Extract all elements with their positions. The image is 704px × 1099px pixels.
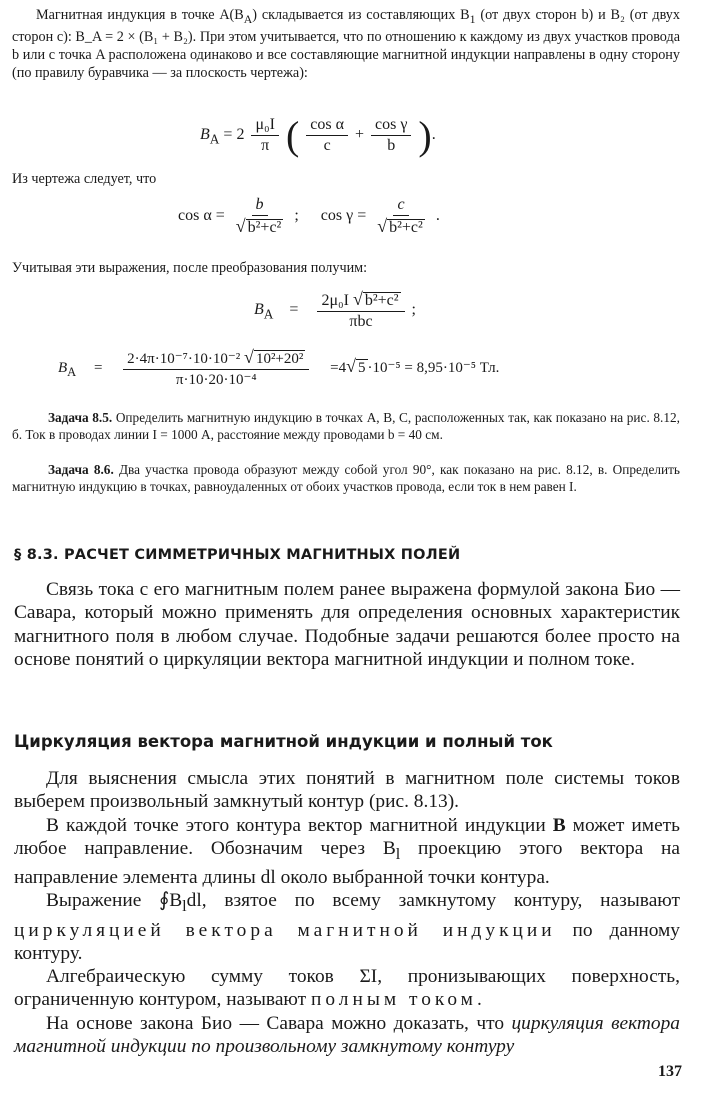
paragraph-5: На основе закона Био — Савара можно доказать, что циркуляция вектора магнитной индукции по произвольному замкнутому контуру bbox=[14, 1012, 680, 1058]
eq1-lhs: B bbox=[200, 126, 210, 144]
eq1-end: . bbox=[431, 126, 436, 144]
eq3-lhs: B bbox=[254, 301, 264, 319]
intro-sub-a: A bbox=[243, 11, 253, 26]
intro-paragraph bbox=[12, 6, 680, 82]
page-number: 137 bbox=[658, 1063, 682, 1080]
paragraph-4: Алгебраическую сумму токов ΣI, пронизывающих поверхность, ограниченную контуром, называют полным током. bbox=[14, 966, 680, 1011]
paragraph-2: В каждой точке этого контура вектор магнитной индукции В может иметь любое направление. Обозначим через $B_l$ проекцию этого вектора на направление элемента длины dl около выбранной точки контура. bbox=[14, 814, 680, 889]
eq1-plus: + bbox=[354, 126, 365, 144]
given-text: Учитывая эти выражения, после преобразования получим: bbox=[12, 260, 368, 276]
section-heading: § 8.3. РАСЧЕТ СИММЕТРИЧНЫХ МАГНИТНЫХ ПОЛЕЙ bbox=[14, 547, 461, 563]
intro-text-rest: (от двух сторон b) и B₂ (от двух сторон c): B_A = 2 × (B₁ + B₂). При этом учитывается, что по отношению к каждому из двух участков провода b или c точка A расположена одинаково и все составляющие магнитной индукции направлены в одну сторону (по правилу буравчика — за плоскость чертежа): bbox=[12, 7, 680, 81]
eq4-fraction: $\frac{\text{2·4π·10⁻⁷·10·10⁻² √ 10²+20²}}{\text{π·10·20·10⁻⁴}}$ bbox=[123, 348, 309, 389]
task-8-6 bbox=[12, 462, 680, 496]
subsection-heading: Циркуляция вектора магнитной индукции и полный ток bbox=[14, 732, 553, 751]
equation-ba-general bbox=[200, 112, 436, 159]
eq4-result-b: ·10⁻⁵ = 8,95·10⁻⁵ Тл. bbox=[367, 359, 500, 376]
body-text bbox=[14, 767, 680, 1058]
eq2-cos-gamma: cos γ = bbox=[320, 207, 367, 225]
task-8-5-label: Задача 8.5. bbox=[48, 410, 113, 425]
intro-sub-b: 1 bbox=[469, 11, 476, 26]
task-8-5 bbox=[12, 410, 680, 444]
eq2-fraction-a: $\frac{b}{\text{√ b²+c²}}$ bbox=[235, 196, 282, 236]
from-figure-text: Из чертежа следует, что bbox=[12, 171, 157, 187]
eq3-equals: = bbox=[289, 301, 299, 319]
task-8-6-text: Два участка провода образуют между собой угол 90°, как показано на рис. 8.12, в. Определить магнитную индукцию в точках, равноудаленных от обоих участков провода, если ток в нем равен I. bbox=[12, 462, 681, 494]
eq4-result-radical: 5 bbox=[358, 359, 366, 376]
eq4-lhs: B bbox=[58, 359, 68, 376]
equation-ba-simplified bbox=[254, 290, 416, 331]
eq2-end: . bbox=[435, 207, 440, 225]
eq4-lhs-sub: A bbox=[67, 364, 77, 379]
eq1-fraction-cos-a: $\frac{\text{cos α}}{c}$ bbox=[306, 116, 348, 155]
eq4-equals: = bbox=[93, 359, 103, 376]
eq1-paren-open: ( bbox=[285, 113, 300, 158]
eq2-separator: ; bbox=[294, 207, 299, 225]
eq2-cos-alpha: cos α = bbox=[178, 207, 225, 225]
equation-cos bbox=[178, 196, 440, 237]
eq3-fraction: $\frac{\text{2μ₀I √ b²+c²}}{\text{πbc}}$ bbox=[317, 290, 404, 331]
eq3-end: ; bbox=[411, 301, 416, 319]
eq3-lhs-sub: A bbox=[263, 306, 274, 322]
intro-text-b: ) складывается из составляющих B bbox=[252, 7, 470, 23]
task-8-5-text: Определить магнитную индукцию в точках A, B, C, расположенных так, как показано на рис. 8.12, б. Ток в проводах линии I = 1000 А, расстояние между проводами b = 40 см. bbox=[12, 410, 680, 442]
from-figure-line bbox=[12, 170, 680, 188]
eq1-fraction-cos-g: $\frac{\text{cos γ}}{b}$ bbox=[371, 116, 411, 155]
eq1-equals: = 2 bbox=[223, 126, 245, 144]
eq4-result-a: =4 bbox=[330, 359, 347, 376]
intro-text-a: Магнитная индукция в точке A(B bbox=[36, 7, 244, 23]
eq1-lhs-sub: A bbox=[209, 131, 220, 147]
section-paragraph bbox=[14, 578, 680, 671]
eq1-paren-close: ) bbox=[418, 113, 432, 158]
paragraph-1: Для выяснения смысла этих понятий в магнитном поле системы токов выберем произвольный замкнутый контур (рис. 8.13). bbox=[14, 768, 680, 813]
task-8-6-label: Задача 8.6. bbox=[48, 462, 114, 477]
given-line bbox=[12, 259, 680, 277]
eq1-fraction-mu: $\frac{\text{μ₀I}}{\pi}$ bbox=[251, 116, 278, 155]
section-paragraph-text: Связь тока с его магнитным полем ранее выражена формулой закона Био — Савара, который можно применять для определения основных характеристик магнитного поля в любом случае. Подобные задачи решаются более просто на основе понятий о циркуляции вектора магнитной индукции и полном токе. bbox=[14, 579, 680, 670]
paragraph-3: Выражение $∮B_ldl$, взятое по всему замкнутому контуру, называют циркуляцией вектора магнитной индукции по данному контуру. bbox=[14, 890, 681, 964]
eq2-fraction-g: $\frac{c}{\text{√ b²+c²}}$ bbox=[377, 196, 423, 236]
equation-ba-numeric: $B_A$ = $\frac{\text{2·4π·10⁻⁷·10·10⁻² √ 10²+20²}}{\text{π·10·20·10⁻⁴}}$ =4√ 5 ·10⁻⁵ = 8,95·10⁻⁵ Тл. bbox=[58, 347, 500, 388]
